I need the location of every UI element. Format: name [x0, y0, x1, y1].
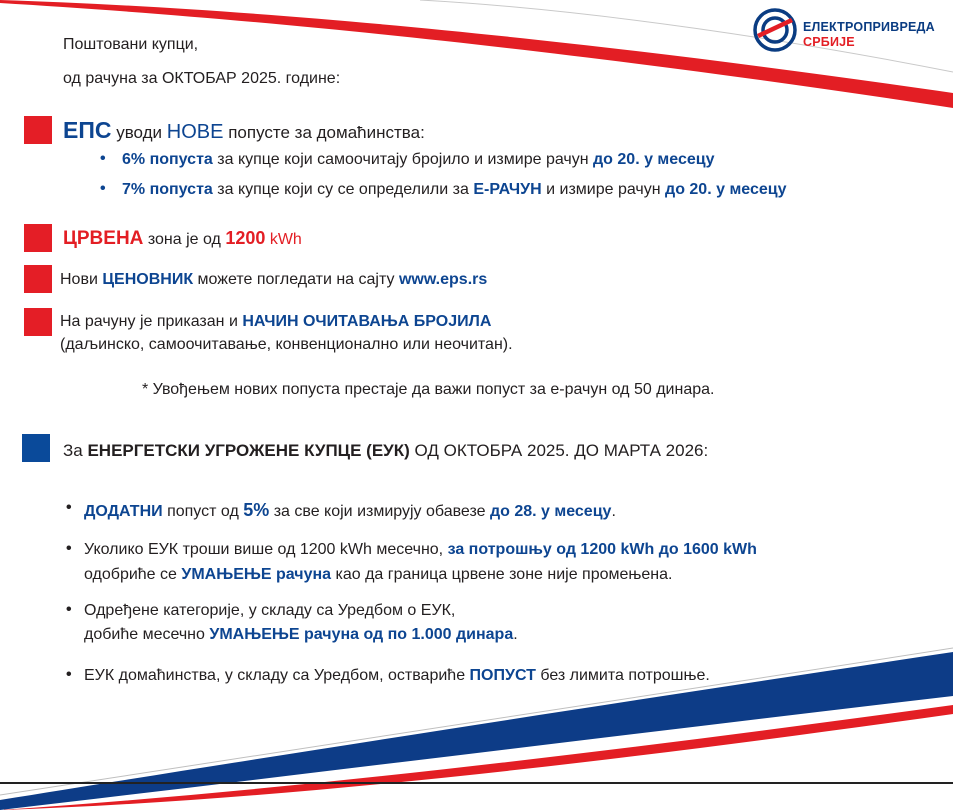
euk-title: ЕНЕРГЕТСКИ УГРОЖЕНЕ КУПЦЕ (ЕУК) — [87, 441, 410, 460]
eps-logo — [750, 6, 945, 54]
bullet: • — [66, 499, 72, 516]
euk-item1-end: . — [611, 503, 616, 520]
euk-deadline: до 28. у месецу — [489, 503, 612, 520]
euk-item-1 — [84, 500, 616, 521]
discount-7-label: 7% попуста — [122, 181, 213, 198]
price-list-line — [60, 271, 487, 289]
logo-text-line1: ЕЛЕКТРОПРИВРЕДА — [803, 20, 935, 34]
reading-text1: На рачуну је приказан и — [60, 313, 238, 330]
red-square-marker — [24, 265, 52, 293]
red-square-marker — [24, 224, 52, 252]
euk-heading-text1: За — [63, 441, 83, 460]
discount-6-deadline: до 20. у месецу — [593, 151, 715, 168]
intro: од рачуна за ОКТОБАР 2025. године: — [63, 70, 341, 87]
bullet: • — [66, 540, 72, 557]
euk-heading — [63, 441, 708, 461]
discount-label: ПОПУСТ — [469, 667, 536, 684]
discount-7-text1: за купце који су се определили за — [217, 181, 469, 198]
blue-square-marker — [22, 434, 50, 462]
euk-item2-text1: Уколико ЕУК троши више од 1200 kWh месечно, — [84, 541, 444, 558]
logo-text-line2: СРБИЈЕ — [803, 35, 855, 49]
euk-item-2-line2 — [84, 566, 672, 584]
bullet: • — [66, 666, 72, 683]
price-list-text2: можете погледати на сајту — [197, 271, 395, 288]
bullet: • — [100, 150, 106, 167]
euk-item-2-line1 — [84, 541, 757, 559]
discount-7-text2: и измире рачун — [546, 181, 661, 198]
euk-item-3-line1: Одређене категорије, у складу са Уредбом о ЕУК, — [84, 602, 456, 619]
euk-item3-end: . — [513, 626, 518, 643]
discount-6-text: за купце који самоочитају бројило и измире рачун — [217, 151, 589, 168]
red-zone-label: ЦРВЕНА — [63, 228, 144, 249]
greeting: Поштовани купци, — [63, 36, 199, 53]
bottom-red-stripe — [0, 705, 953, 810]
euk-period: ОД ОКТОБРА 2025. ДО МАРТА 2026: — [414, 441, 709, 460]
euk-item2-text3: као да граница црвене зоне није промењена. — [335, 566, 673, 583]
red-square-marker — [24, 116, 52, 144]
red-zone-unit: kWh — [269, 231, 302, 248]
eps-logo-icon — [753, 8, 797, 52]
reading-method-label: НАЧИН ОЧИТАВАЊА БРОЈИЛА — [242, 313, 492, 330]
section1-text2: попусте за домаћинства: — [228, 123, 425, 142]
bottom-border — [0, 782, 953, 784]
euk-consumption-range: за потрошњу од 1200 kWh до 1600 kWh — [447, 541, 757, 558]
section1-heading — [63, 117, 425, 144]
euk-item1-text2: за све који измирују обавезе — [273, 503, 486, 520]
discount-item-1 — [122, 151, 714, 169]
euk-item4-text1: ЕУК домаћинства, у складу са Уредбом, оствариће — [84, 667, 466, 684]
discount-6-label: 6% попуста — [122, 151, 213, 168]
section1-text1: уводи — [116, 123, 163, 142]
red-zone-text: зона је од — [147, 231, 221, 248]
price-list-label: ЦЕНОВНИК — [102, 271, 194, 288]
euk-item4-text2: без лимита потрошње. — [540, 667, 710, 684]
euk-discount-value: 5% — [243, 500, 270, 520]
red-zone-value: 1200 — [225, 228, 266, 248]
euk-item3-text1: добиће месечно — [84, 626, 205, 643]
euk-item-4 — [84, 667, 710, 685]
eps-label: ЕПС — [63, 117, 112, 143]
e-racun-label: Е-РАЧУН — [473, 181, 542, 198]
reading-method-line — [60, 313, 491, 331]
discount-7-deadline: до 20. у месецу — [665, 181, 787, 198]
bullet: • — [66, 601, 72, 618]
additional-label: ДОДАТНИ — [84, 503, 163, 520]
red-zone-line — [63, 228, 302, 250]
reading-method-types: (даљинско, самоочитавање, конвенционално или неочитан). — [60, 336, 513, 353]
bill-reduction-amount: УМАЊЕЊЕ рачуна од по 1.000 динара — [209, 626, 514, 643]
euk-item-3-line2 — [84, 626, 518, 644]
euk-item1-text1: попуст од — [167, 503, 239, 520]
bullet: • — [100, 180, 106, 197]
eps-website-link[interactable]: www.eps.rs — [398, 271, 488, 288]
discount-item-2 — [122, 181, 787, 199]
note: * Увођењем нових попуста престаје да важи попуст за е-рачун од 50 динара. — [142, 381, 715, 398]
red-square-marker — [24, 308, 52, 336]
nove-label: НОВЕ — [166, 121, 224, 143]
price-list-text1: Нови — [60, 271, 98, 288]
euk-item2-text2: одобриће се — [84, 566, 177, 583]
bill-reduction-label: УМАЊЕЊЕ рачуна — [181, 566, 332, 583]
